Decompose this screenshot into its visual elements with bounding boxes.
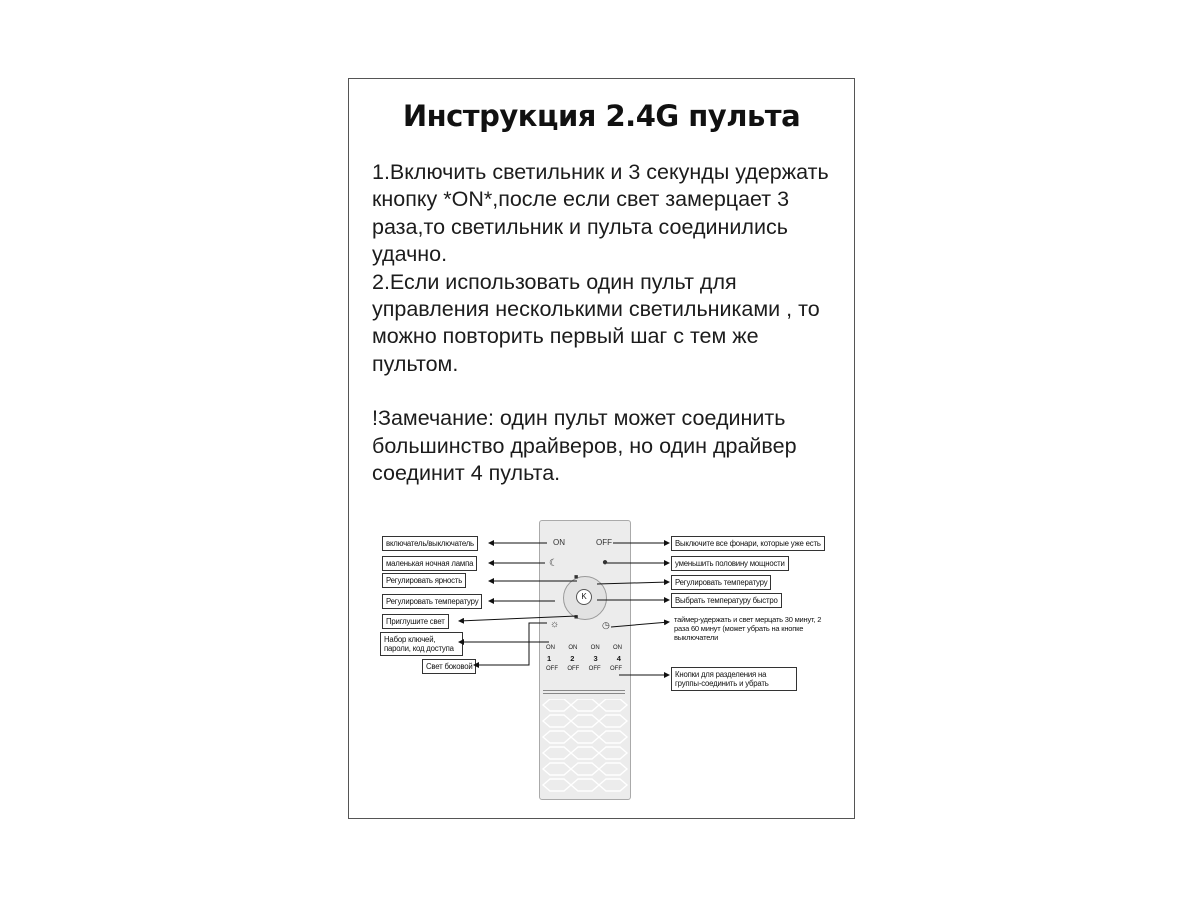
group-3-on: ON: [590, 645, 600, 651]
paragraph-step-1: 1.Включить светильник и 3 секунды удержать кнопку *ON*,после если свет замерцает 3 раза,то светильник и пульта соединились удачно.: [372, 160, 829, 267]
group-1-off: OFF: [546, 666, 558, 672]
brightness-up-icon: ■: [574, 574, 579, 581]
label-dim: Приглушите свет: [382, 614, 449, 629]
label-power-toggle: включатель/выключатель: [382, 536, 478, 551]
label-quick-temperature: Выбрать температуру быстро: [671, 593, 782, 608]
group-2-off: OFF: [567, 666, 580, 672]
label-temperature-left: Регулировать температуру: [382, 594, 482, 609]
bulb-icon: ●: [602, 557, 609, 568]
moon-icon: ☾: [549, 558, 558, 569]
k-button: K: [576, 589, 592, 605]
label-night-lamp: маленькая ночная лампа: [382, 556, 477, 571]
group-4-on: ON: [612, 645, 622, 651]
on-button: ON: [553, 538, 565, 547]
group-2-on: ON: [568, 645, 578, 651]
page-title: Инструкция 2.4G пульта: [402, 99, 801, 133]
pointer-arrows: [349, 79, 856, 820]
label-side-light: Свет боковой: [422, 659, 476, 674]
group-3-number: 3: [593, 654, 598, 663]
group-4-off: OFF: [609, 666, 622, 672]
label-groups: Кнопки для разделения на группы-соединить и убрать: [671, 667, 797, 691]
paragraph-note: !Замечание: один пульт может соединить большинство драйверов, но один драйвер соединит 4 пульта.: [372, 406, 797, 486]
group-1-number: 1: [547, 654, 552, 663]
group-1-on: ON: [546, 645, 555, 651]
instruction-sheet: [348, 78, 855, 819]
off-button: OFF: [596, 538, 612, 547]
group-2-number: 2: [570, 654, 575, 663]
label-all-off: Выключите все фонари, которые уже есть: [671, 536, 825, 551]
label-brightness: Регулировать ярность: [382, 573, 466, 588]
label-temperature-right: Регулировать температуру: [671, 575, 771, 590]
label-timer: таймер-удержать и свет мерцать 30 минут, 2 раза 60 минут (может убрать на кнопке выключатели: [674, 615, 822, 642]
brightness-down-icon: ■: [574, 614, 579, 621]
group-3-off: OFF: [588, 666, 601, 672]
side-light-icon: ☼: [550, 619, 560, 630]
label-key-set: Набор ключей, пароли, код доступа: [380, 632, 463, 656]
label-half-power: уменьшить половину мощности: [671, 556, 789, 571]
paragraph-step-2: 2.Если использовать один пульт для управления несколькими светильниками , то можно повторить первый шаг с тем же пультом.: [372, 269, 820, 376]
group-4-number: 4: [616, 654, 621, 663]
timer-icon: ◷: [602, 620, 610, 630]
